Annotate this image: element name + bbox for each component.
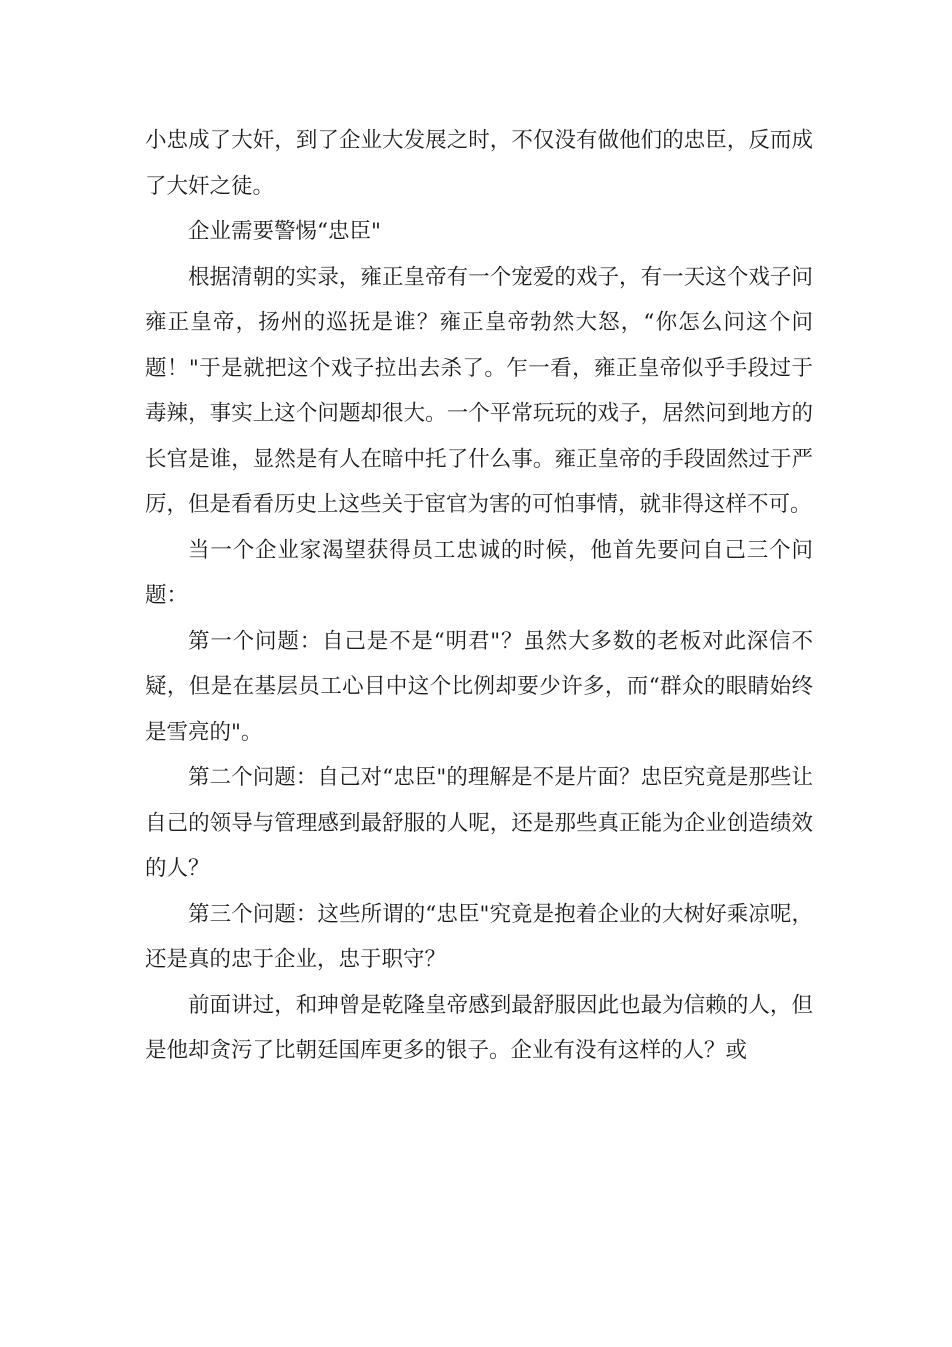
- paragraph: 第三个问题：这些所谓的“忠臣"究竟是抱着企业的大树好乘凉呢，还是真的忠于企业，忠于职守？: [145, 901, 813, 972]
- paragraph: 第二个问题：自己对“忠臣"的理解是不是片面？忠臣究竟是那些让自己的领导与管理感到最舒服的人呢，还是那些真正能为企业创造绩效的人？: [145, 765, 813, 881]
- paragraph: 前面讲过，和珅曾是乾隆皇帝感到最舒服因此也最为信赖的人，但是他却贪污了比朝廷国库更多的银子。企业有没有这样的人？或: [145, 992, 813, 1063]
- paragraph: 根据清朝的实录，雍正皇帝有一个宠爱的戏子，有一天这个戏子问雍正皇帝，扬州的巡抚是谁？雍正皇帝勃然大怒，“你怎么问这个问题！"于是就把这个戏子拉出去杀了。乍一看，雍正皇帝似乎手段过于毒辣，事实上这个问题却很大。一个平常玩玩的戏子，居然问到地方的长官是谁，显然是有人在暗中托了什么事。雍正皇帝的手段固然过于严厉，但是看看历史上这些关于宦官为害的可怕事情，就非得这样不可。: [145, 264, 813, 517]
- paragraph: 当一个企业家渴望获得员工忠诚的时候，他首先要问自己三个问题：: [145, 537, 813, 608]
- document-body: [145, 118, 813, 1074]
- paragraph: 第一个问题：自己是不是“明君"？虽然大多数的老板对此深信不疑，但是在基层员工心目中这个比例却要少许多，而“群众的眼睛始终是雪亮的"。: [145, 628, 813, 745]
- section-heading: 企业需要警惕“忠臣": [188, 219, 381, 244]
- paragraph: 小忠成了大奸，到了企业大发展之时，不仅没有做他们的忠臣，反而成了大奸之徒。: [145, 128, 813, 199]
